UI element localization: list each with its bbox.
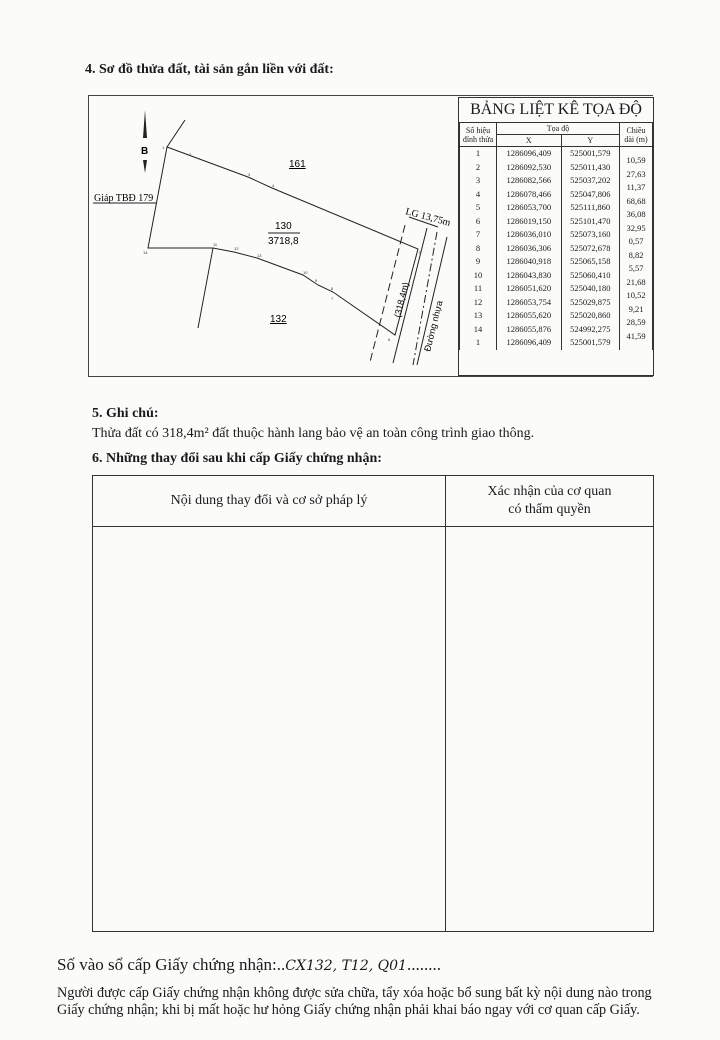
coord-y: 525073,160: [561, 228, 620, 242]
segment-length: 9,21: [620, 303, 653, 317]
changes-table: [92, 475, 654, 932]
coord-x: 1286055,876: [497, 323, 562, 337]
coord-x: 1286036,010: [497, 228, 562, 242]
section-5-note: Thửa đất có 318,4m² đất thuộc hành lang bảo vệ an toàn công trình giao thông.: [92, 426, 535, 441]
coord-y: 524992,275: [561, 323, 620, 337]
coord-x: 1286019,150: [497, 215, 562, 229]
header-y: Y: [561, 135, 620, 147]
point-label: 6: [388, 337, 391, 342]
point-number: 12: [460, 296, 497, 310]
point-number: 9: [460, 255, 497, 269]
point-label: 4: [272, 183, 275, 188]
coord-x: 1286055,620: [497, 309, 562, 323]
point-label: 10: [303, 270, 308, 275]
point-number: 7: [460, 228, 497, 242]
coord-y: 525072,678: [561, 242, 620, 256]
point-number: 2: [460, 161, 497, 175]
segment-length: 27,63: [620, 168, 653, 182]
coordinate-table: [458, 97, 654, 376]
point-number: 8: [460, 242, 497, 256]
section-5-heading: 5. Ghi chú:: [92, 406, 159, 421]
changes-col-confirmation: [446, 476, 653, 527]
coord-y: 525037,202: [561, 174, 620, 188]
point-number: 1: [460, 336, 497, 350]
point-label: 1: [162, 145, 165, 150]
coord-y: 525011,430: [561, 161, 620, 175]
point-label: 11: [213, 242, 218, 247]
point-number: 13: [460, 309, 497, 323]
point-number: 10: [460, 269, 497, 283]
coord-x: 1286096,409: [497, 147, 562, 161]
coord-x: 1286036,306: [497, 242, 562, 256]
segment-length: 41,59: [620, 330, 653, 344]
coordinate-table-title: BẢNG LIỆT KÊ TỌA ĐỘ: [470, 101, 642, 118]
segment-length: 11,37: [620, 181, 653, 195]
west-label: Giáp TBĐ 179: [94, 193, 154, 204]
parcel-north-number: 161: [289, 159, 306, 170]
segment-length: 10,59: [620, 154, 653, 168]
changes-col-confirmation-line2: có thẩm quyền: [508, 502, 591, 517]
point-number: 11: [460, 282, 497, 296]
point-number: 4: [460, 188, 497, 202]
coord-y: 525029,875: [561, 296, 620, 310]
north-arrow-icon: [143, 110, 147, 173]
point-number: 3: [460, 174, 497, 188]
point-label: 7: [331, 296, 334, 301]
coord-y: 525001,579: [561, 147, 620, 161]
point-label: 5: [419, 250, 422, 255]
footer-notice: Người được cấp Giấy chứng nhận không được sửa chữa, tẩy xóa hoặc bổ sung bất kỳ nội dung nào trong Giấy chứng nhận; khi bị mất hoặc hư hỏng Giấy chứng nhận phải khai báo ngay với cơ quan cấp Giấy.: [57, 985, 652, 1018]
road-label: Đường nhựa: [422, 299, 445, 353]
coord-x: 1286078,466: [497, 188, 562, 202]
registry-handwritten-value: CX132, T12, Q01: [285, 958, 407, 974]
coord-x: 1286082,566: [497, 174, 562, 188]
point-number: 5: [460, 201, 497, 215]
point-label: 3: [248, 172, 251, 177]
section-6-heading: 6. Những thay đổi sau khi cấp Giấy chứng nhận:: [92, 451, 382, 466]
coord-y: 525020,860: [561, 309, 620, 323]
header-point: Số hiệu đỉnh thửa: [460, 123, 497, 147]
point-number: 14: [460, 323, 497, 337]
coord-y: 525047,806: [561, 188, 620, 202]
changes-col-confirmation-line1: Xác nhận của cơ quan: [487, 484, 612, 499]
point-label: 8: [331, 286, 334, 291]
coord-x: 1286040,918: [497, 255, 562, 269]
coord-y: 525001,579: [561, 336, 620, 350]
coord-x: 1286043,830: [497, 269, 562, 283]
corridor-width-label: LG 13,75m: [404, 206, 452, 229]
section-4-heading: 4. Sơ đồ thửa đất, tài sản gắn liền với đất:: [85, 62, 334, 77]
segment-length: 10,52: [620, 289, 653, 303]
parcel-number: 130: [275, 221, 292, 232]
segment-length: 32,95: [620, 222, 653, 236]
point-number: 1: [460, 147, 497, 161]
header-length: Chiều dài (m): [620, 123, 653, 147]
segment-length: [620, 343, 653, 357]
coord-y: 525065,158: [561, 255, 620, 269]
adjacent-boundary-north: [167, 120, 185, 147]
adjacent-boundary-south: [198, 248, 213, 328]
registry-dots: ........: [406, 955, 441, 974]
coord-y: 525101,470: [561, 215, 620, 229]
coord-y: 525040,180: [561, 282, 620, 296]
coord-y: 525060,410: [561, 269, 620, 283]
point-label: 9: [315, 278, 318, 283]
point-label: 12: [234, 246, 239, 251]
column-divider: [445, 526, 446, 931]
parcel-area: 3718,8: [268, 236, 299, 247]
segment-length: 68,68: [620, 195, 653, 209]
coord-x: 1286051,620: [497, 282, 562, 296]
north-label: B: [141, 146, 149, 157]
corridor-area-label: (318,4m): [392, 281, 411, 319]
header-x: X: [497, 135, 562, 147]
point-label: 14: [143, 250, 148, 255]
coord-x: 1286096,409: [497, 336, 562, 350]
coordinate-row: [460, 147, 653, 161]
segment-length: 21,68: [620, 276, 653, 290]
segment-length: 36,08: [620, 208, 653, 222]
segment-length: 28,59: [620, 316, 653, 330]
point-label: 13: [257, 253, 262, 258]
header-coordinates: Tọa độ: [497, 123, 620, 135]
registry-number-line: [57, 955, 441, 976]
parcel-south-number: 132: [270, 314, 287, 325]
registry-label: Số vào sổ cấp Giấy chứng nhận:..: [57, 955, 286, 974]
coord-x: 1286053,754: [497, 296, 562, 310]
segment-length: 0,57: [620, 235, 653, 249]
coord-x: 1286053,700: [497, 201, 562, 215]
point-label: 2: [189, 152, 192, 157]
coord-x: 1286092,530: [497, 161, 562, 175]
coord-y: 525111,860: [561, 201, 620, 215]
point-number: 6: [460, 215, 497, 229]
segment-length: 5,57: [620, 262, 653, 276]
segment-length: 8,82: [620, 249, 653, 263]
changes-col-content: Nội dung thay đổi và cơ sở pháp lý: [93, 476, 446, 527]
